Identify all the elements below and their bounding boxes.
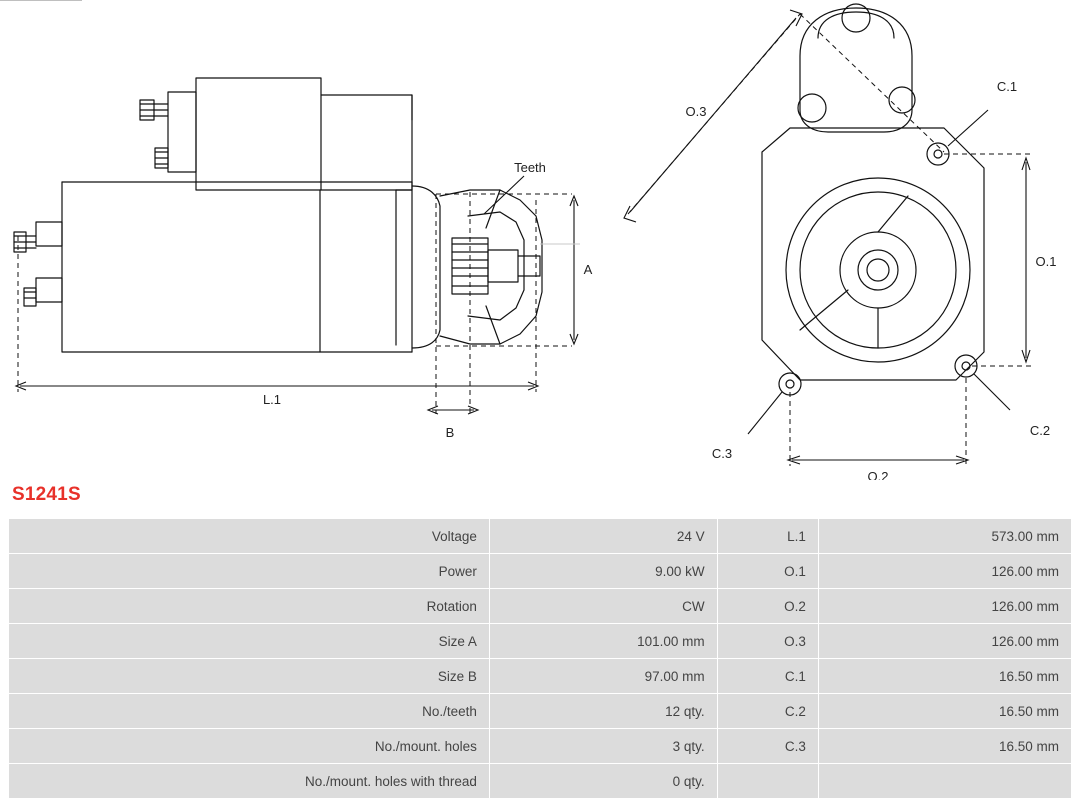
o2-label: O.2 [867, 469, 889, 480]
spec-label: Power [9, 554, 490, 589]
spec-label: No./mount. holes [9, 729, 490, 764]
spec-code-value-empty [818, 764, 1071, 799]
part-number: S1241S [12, 484, 81, 505]
spec-code-value: 573.00 mm [818, 519, 1071, 554]
table-row [9, 519, 1072, 554]
table-row [9, 729, 1072, 764]
spec-code-value: 16.50 mm [818, 659, 1071, 694]
spec-value: 97.00 mm [489, 659, 717, 694]
table-row [9, 659, 1072, 694]
spec-code: L.1 [717, 519, 818, 554]
spec-code-value: 126.00 mm [818, 624, 1071, 659]
specifications-body [9, 519, 1072, 799]
spec-code: C.2 [717, 694, 818, 729]
spec-label: Size B [9, 659, 490, 694]
spec-value: 12 qty. [489, 694, 717, 729]
spec-code-value: 126.00 mm [818, 589, 1071, 624]
o3-label: O.3 [685, 104, 707, 119]
spec-value: 0 qty. [489, 764, 717, 799]
o1-label: O.1 [1035, 254, 1057, 269]
spec-code-value: 16.50 mm [818, 729, 1071, 764]
c1-label: C.1 [996, 79, 1018, 94]
spec-code: O.3 [717, 624, 818, 659]
spec-code-value: 16.50 mm [818, 694, 1071, 729]
c2-label: C.2 [1029, 423, 1051, 438]
spec-label: No./mount. holes with thread [9, 764, 490, 799]
table-row [9, 764, 1072, 799]
c3-label: C.3 [711, 446, 733, 461]
table-row [9, 554, 1072, 589]
spec-value: 9.00 kW [489, 554, 717, 589]
spec-value: 3 qty. [489, 729, 717, 764]
spec-code-empty [717, 764, 818, 799]
spec-code: O.1 [717, 554, 818, 589]
table-row [9, 694, 1072, 729]
spec-label: Voltage [9, 519, 490, 554]
spec-code: C.3 [717, 729, 818, 764]
table-row [9, 589, 1072, 624]
teeth-label: Teeth [514, 160, 546, 175]
spec-code-value: 126.00 mm [818, 554, 1071, 589]
specifications-table [8, 518, 1072, 799]
size-b-label: B [445, 425, 455, 440]
spec-code: O.2 [717, 589, 818, 624]
spec-value: 101.00 mm [489, 624, 717, 659]
length-l1-label: L.1 [262, 392, 282, 407]
spec-value: 24 V [489, 519, 717, 554]
table-row [9, 624, 1072, 659]
spec-label: Size A [9, 624, 490, 659]
size-a-label: A [583, 262, 593, 277]
spec-label: Rotation [9, 589, 490, 624]
spec-value: CW [489, 589, 717, 624]
spec-code: C.1 [717, 659, 818, 694]
spec-label: No./teeth [9, 694, 490, 729]
